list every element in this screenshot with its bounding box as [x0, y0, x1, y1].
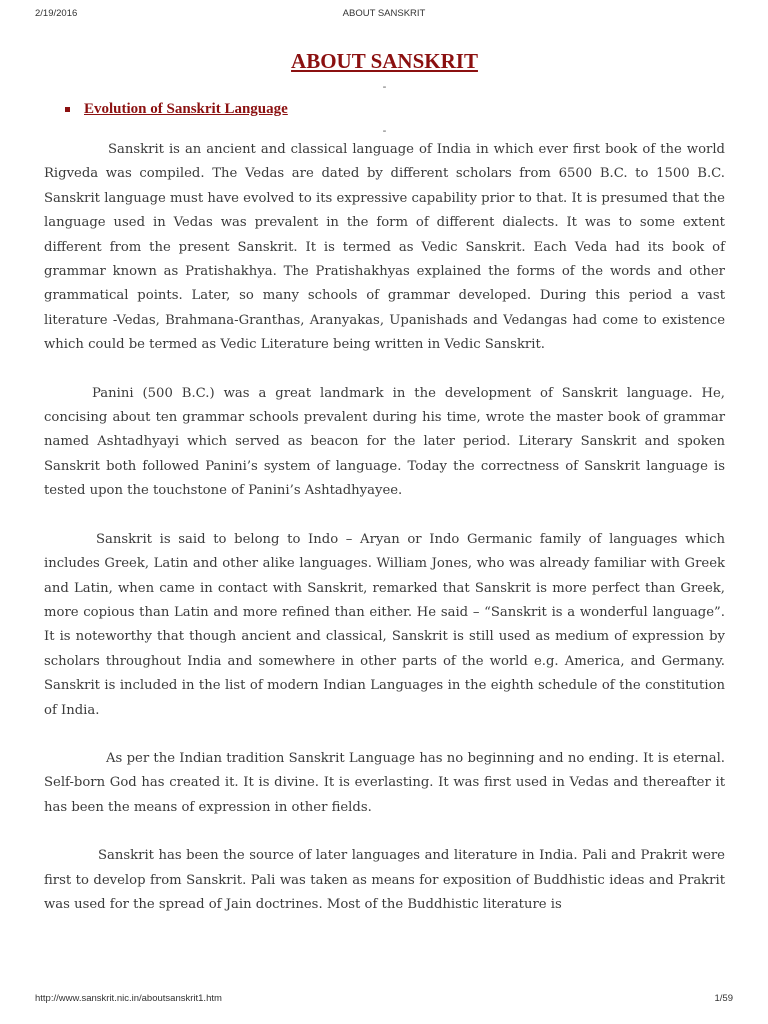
document-content	[44, 46, 725, 917]
source-url: http://www.sanskrit.nic.in/aboutsanskrit1.htm	[35, 993, 222, 1004]
print-header	[35, 8, 733, 22]
paragraph: Sanskrit has been the source of later languages and literature in India. Pali and Prakrit were first to develop from Sanskrit. Pali was taken as means for exposition of Buddhistic ideas and Prakrit was used for the spread of Jain doctrines. Most of the Buddhistic literature is	[44, 848, 725, 912]
page-number: 1/59	[714, 993, 733, 1004]
print-date: 2/19/2016	[35, 8, 78, 19]
paragraph: Panini (500 B.C.) was a great landmark in the development of Sanskrit language. He, concising about ten grammar schools prevalent during his time, wrote the master book of grammar named Ashtadhyayi which served as beacon for the later period. Literary Sanskrit and spoken Sanskrit both followed Panini’s system of language. Today the correctness of Sanskrit language is tested upon the touchstone of Panini’s Ashtadhyayee.	[44, 385, 725, 499]
paragraph: As per the Indian tradition Sanskrit Language has no beginning and no ending. It is eternal. Self-born God has created it. It is divine. It is everlasting. It was first used in Vedas and thereafter it has been the means of expression in other fields.	[44, 750, 725, 815]
paragraph: Sanskrit is said to belong to Indo – Aryan or Indo Germanic family of languages which includes Greek, Latin and other alike languages. William Jones, who was already familiar with Greek and Latin, when came in contact with Sanskrit, remarked that Sanskrit is more perfect than Greek, more copious than Latin and more refined than either. He said – “Sanskrit is a wonderful language”. It is noteworthy that though ancient and classical, Sanskrit is still used as medium of expression by scholars throughout India and somewhere in other parts of the world e.g. America, and Germany. Sanskrit is included in the list of modern Indian Languages in the eighth schedule of the constitution of India.	[44, 531, 725, 718]
print-footer	[35, 993, 733, 1007]
page-title: ABOUT SANSKRIT	[291, 49, 478, 73]
print-header-title: ABOUT SANSKRIT	[342, 8, 426, 19]
separator-dash: -	[382, 124, 387, 137]
separator-dash: -	[382, 80, 387, 93]
paragraph: Sanskrit is an ancient and classical language of India in which ever first book of the world Rigveda was compiled. The Vedas are dated by different scholars from 6500 B.C. to 1500 B.C. Sanskrit language must have evolved to its expressive capability prior to that. It is presumed that the language used in Vedas was prevalent in the form of different dialects. It was to some extent different from the present Sanskrit. It is termed as Vedic Sanskrit. Each Veda had its book of grammar known as Pratishakhya. The Pratishakhyas explained the forms of the words and other grammatical points. Later, so many schools of grammar developed. During this period a vast literature -Vedas, Brahmana-Granthas, Aranyakas, Upanishads and Vedangas had come to existence which could be termed as Vedic Literature being written in Vedic Sanskrit.	[44, 142, 725, 353]
section-heading[interactable]	[65, 98, 725, 120]
square-bullet-icon	[65, 107, 70, 112]
section-heading-link[interactable]: Evolution of Sanskrit Language	[84, 100, 288, 117]
